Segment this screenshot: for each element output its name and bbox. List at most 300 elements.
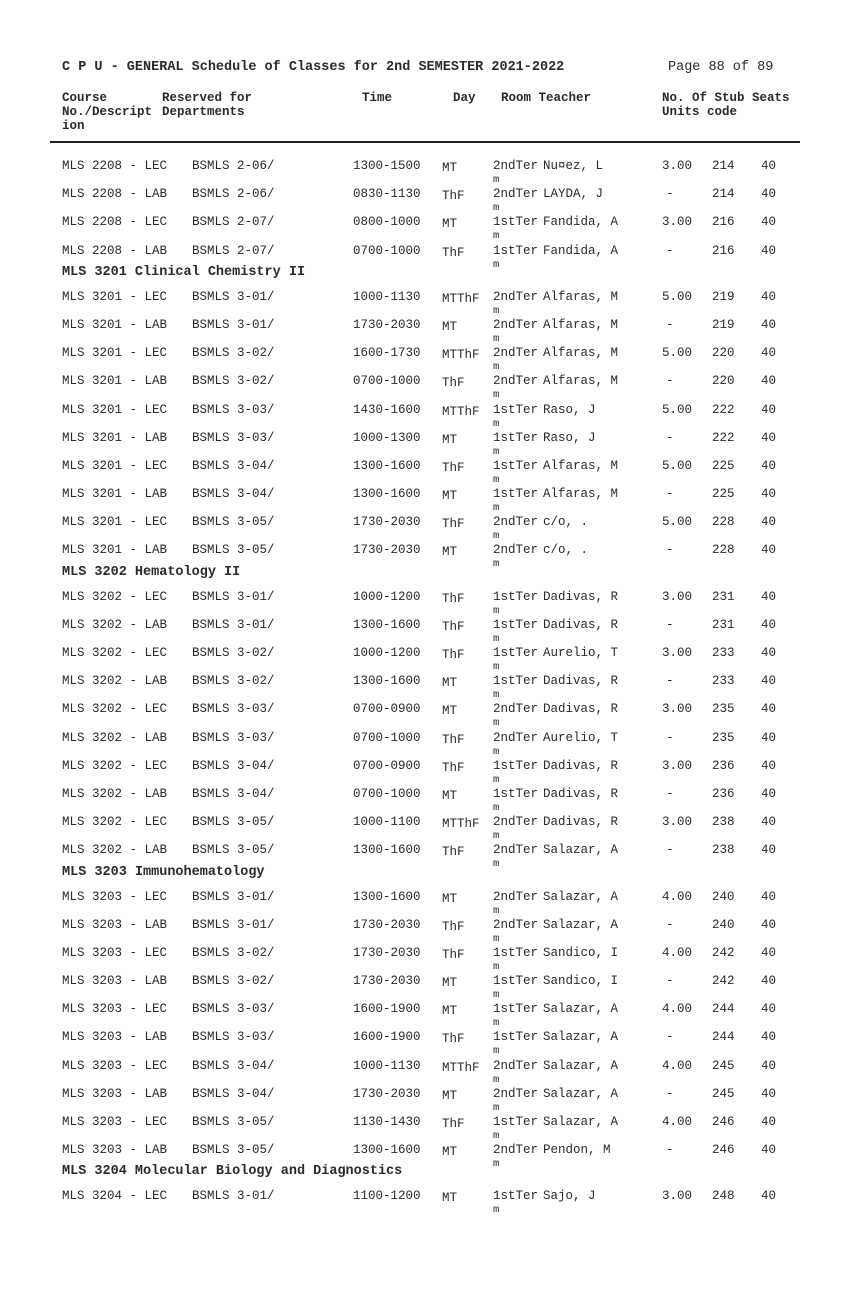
teacher-cell: Salazar, A: [543, 1002, 619, 1017]
dept-cell: BSMLS 3-01/: [192, 317, 275, 332]
teacher-cell: Raso, J: [543, 402, 596, 417]
course-cell: MLS 3201 - LAB: [62, 430, 168, 445]
course-cell: MLS 3202 - LEC: [62, 702, 168, 717]
course-cell: MLS 3201 - LAB: [62, 374, 168, 389]
dept-cell: BSMLS 3-01/: [192, 1189, 275, 1204]
day-cell: ThF: [442, 1032, 465, 1047]
day-cell: ThF: [442, 648, 465, 662]
room-cell: 2ndTer: [493, 917, 539, 932]
stub-cell: 233: [712, 674, 735, 689]
dept-cell: BSMLS 3-01/: [192, 617, 275, 632]
time-cell: 1600-1900: [353, 1030, 421, 1045]
stub-cell: 240: [712, 889, 735, 904]
dept-cell: BSMLS 3-05/: [192, 1143, 275, 1158]
course-cell: MLS 3201 - LEC: [62, 515, 168, 530]
wrapped-char: m: [493, 258, 500, 271]
units-cell: 4.00: [662, 889, 693, 904]
room-cell: 2ndTer: [493, 374, 539, 389]
stub-cell: 246: [712, 1143, 735, 1158]
day-cell: ThF: [442, 619, 465, 634]
day-cell: MT: [442, 1088, 458, 1103]
units-cell: -: [666, 487, 674, 502]
wrapped-char: m: [493, 445, 500, 458]
col-header-units-stub-seats: No. Of Stub Seats Units code: [662, 91, 790, 119]
dept-cell: BSMLS 3-04/: [192, 758, 275, 773]
seats-cell: 40: [761, 974, 777, 989]
units-cell: -: [666, 543, 674, 558]
table-row: [0, 233, 850, 271]
teacher-cell: Salazar, A: [543, 889, 619, 904]
teacher-cell: Alfaras, M: [543, 487, 619, 502]
room-cell: 1stTer: [493, 646, 539, 660]
stub-cell: 225: [712, 458, 735, 473]
teacher-cell: Salazar, A: [543, 1115, 619, 1129]
dept-cell: BSMLS 3-04/: [192, 1058, 275, 1073]
room-cell: 1stTer: [493, 430, 539, 445]
day-cell: MT: [442, 432, 458, 447]
stub-cell: 228: [712, 515, 735, 530]
wrapped-char: m: [493, 830, 500, 843]
table-row: [0, 363, 850, 402]
dept-cell: BSMLS 3-03/: [192, 1030, 275, 1045]
wrapped-char: m: [493, 689, 500, 702]
units-cell: -: [666, 617, 674, 632]
seats-cell: 40: [761, 945, 777, 960]
stub-cell: 238: [712, 843, 735, 858]
wrapped-char: m: [493, 989, 500, 1002]
teacher-cell: Fandida, A: [543, 215, 619, 230]
course-cell: MLS 3202 - LAB: [62, 674, 168, 689]
seats-cell: 40: [761, 1030, 777, 1045]
room-cell: 1stTer: [493, 974, 539, 989]
course-cell: MLS 3203 - LEC: [62, 945, 168, 960]
course-cell: MLS 3202 - LAB: [62, 730, 168, 745]
table-row: [0, 1132, 850, 1171]
stub-cell: 220: [712, 346, 735, 361]
course-cell: MLS 2208 - LAB: [62, 243, 168, 258]
table-row: [0, 607, 850, 645]
wrapped-char: m: [493, 558, 500, 571]
dept-cell: BSMLS 3-02/: [192, 974, 275, 989]
seats-cell: 40: [761, 159, 777, 173]
dept-cell: BSMLS 3-05/: [192, 543, 275, 558]
table-row: [0, 635, 850, 673]
wrapped-char: m: [493, 773, 500, 786]
table-row: [0, 776, 850, 814]
room-cell: 1stTer: [493, 589, 539, 604]
seats-cell: 40: [761, 1086, 777, 1101]
dept-cell: BSMLS 2-06/: [192, 187, 275, 202]
dept-cell: BSMLS 3-01/: [192, 589, 275, 604]
course-cell: MLS 3203 - LAB: [62, 1143, 168, 1158]
seats-cell: 40: [761, 702, 777, 717]
teacher-cell: Alfaras, M: [543, 458, 619, 473]
table-row: [0, 935, 850, 973]
units-cell: 3.00: [662, 815, 693, 830]
room-cell: 1stTer: [493, 945, 539, 960]
teacher-cell: Sajo, J: [543, 1189, 596, 1204]
table-row: [0, 1178, 850, 1217]
teacher-cell: Salazar, A: [543, 1030, 619, 1045]
seats-cell: 40: [761, 889, 777, 904]
seats-cell: 40: [761, 843, 777, 858]
course-cell: MLS 3202 - LAB: [62, 617, 168, 632]
course-cell: MLS 3201 - LAB: [62, 543, 168, 558]
room-cell: 2ndTer: [493, 543, 539, 558]
dept-cell: BSMLS 3-02/: [192, 674, 275, 689]
time-cell: 1000-1130: [353, 289, 421, 304]
units-cell: -: [666, 843, 674, 858]
stub-cell: 235: [712, 702, 735, 717]
time-cell: 1600-1730: [353, 346, 421, 361]
course-cell: MLS 3204 - LEC: [62, 1189, 168, 1204]
table-row: [0, 1076, 850, 1114]
course-cell: MLS 3201 - LEC: [62, 402, 168, 417]
day-cell: ThF: [442, 732, 465, 747]
day-cell: ThF: [442, 947, 465, 962]
course-cell: MLS 3203 - LEC: [62, 1115, 168, 1129]
units-cell: 4.00: [662, 1115, 693, 1129]
dept-cell: BSMLS 3-05/: [192, 1115, 275, 1129]
room-cell: 1stTer: [493, 674, 539, 689]
stub-cell: 214: [712, 159, 735, 173]
teacher-cell: Raso, J: [543, 430, 596, 445]
wrapped-char: m: [493, 1045, 500, 1058]
table-row: [0, 448, 850, 486]
stub-cell: 220: [712, 374, 735, 389]
stub-cell: 219: [712, 289, 735, 304]
section-title-text: MLS 3204 Molecular Biology and Diagnostics: [62, 1164, 403, 1180]
room-cell: 1stTer: [493, 1030, 539, 1045]
seats-cell: 40: [761, 243, 777, 258]
table-row: [0, 663, 850, 702]
seats-cell: 40: [761, 187, 777, 202]
time-cell: 1300-1600: [353, 889, 421, 904]
table-row: [0, 148, 850, 186]
day-cell: MTThF: [442, 1060, 480, 1075]
time-cell: 1300-1600: [353, 1143, 421, 1158]
seats-cell: 40: [761, 374, 777, 389]
stub-cell: 233: [712, 646, 735, 660]
wrapped-char: m: [493, 858, 500, 871]
teacher-cell: c/o, .: [543, 515, 589, 530]
seats-cell: 40: [761, 674, 777, 689]
units-cell: 5.00: [662, 402, 693, 417]
course-cell: MLS 2208 - LAB: [62, 187, 168, 202]
course-cell: MLS 3203 - LAB: [62, 917, 168, 932]
seats-cell: 40: [761, 1143, 777, 1158]
teacher-cell: Nu¤ez, L: [543, 159, 604, 173]
stub-cell: 244: [712, 1030, 735, 1045]
time-cell: 1000-1300: [353, 430, 421, 445]
course-cell: MLS 3202 - LAB: [62, 786, 168, 801]
dept-cell: BSMLS 3-05/: [192, 515, 275, 530]
seats-cell: 40: [761, 289, 777, 304]
day-cell: ThF: [442, 760, 465, 775]
seats-cell: 40: [761, 402, 777, 417]
section-title-text: MLS 3202 Hematology II: [62, 564, 241, 580]
course-section-title: [0, 1160, 850, 1178]
table-row: [0, 476, 850, 515]
day-cell: MT: [442, 545, 458, 560]
teacher-cell: Salazar, A: [543, 917, 619, 932]
seats-cell: 40: [761, 758, 777, 773]
wrapped-char: m: [493, 1073, 500, 1086]
units-cell: 3.00: [662, 646, 693, 660]
time-cell: 0700-1000: [353, 243, 421, 258]
room-cell: 1stTer: [493, 215, 539, 230]
course-cell: MLS 3203 - LEC: [62, 889, 168, 904]
seats-cell: 40: [761, 1189, 777, 1204]
section-title-text: MLS 3203 Immunohematology: [62, 864, 265, 880]
teacher-cell: Alfaras, M: [543, 289, 619, 304]
units-cell: -: [666, 1086, 674, 1101]
room-cell: 1stTer: [493, 1189, 539, 1204]
table-row: [0, 720, 850, 758]
time-cell: 1300-1600: [353, 843, 421, 858]
wrapped-char: m: [493, 904, 500, 917]
room-cell: 2ndTer: [493, 730, 539, 745]
table-row: [0, 963, 850, 1002]
time-cell: 1300-1600: [353, 617, 421, 632]
units-cell: 4.00: [662, 945, 693, 960]
course-cell: MLS 3201 - LEC: [62, 289, 168, 304]
table-row: [0, 176, 850, 215]
day-cell: ThF: [442, 845, 465, 860]
day-cell: MT: [442, 976, 458, 991]
wrapped-char: m: [493, 1130, 500, 1142]
table-row: [0, 420, 850, 458]
dept-cell: BSMLS 3-03/: [192, 1002, 275, 1017]
day-cell: MT: [442, 489, 458, 504]
units-cell: 3.00: [662, 215, 693, 230]
seats-cell: 40: [761, 917, 777, 932]
time-cell: 1600-1900: [353, 1002, 421, 1017]
seats-cell: 40: [761, 215, 777, 230]
day-cell: MT: [442, 1191, 458, 1206]
wrapped-char: m: [493, 202, 500, 215]
wrapped-char: m: [493, 417, 500, 430]
day-cell: MTThF: [442, 817, 480, 832]
stub-cell: 219: [712, 317, 735, 332]
time-cell: 1430-1600: [353, 402, 421, 417]
day-cell: MT: [442, 217, 458, 232]
units-cell: 5.00: [662, 458, 693, 473]
header-rule: [50, 141, 800, 143]
teacher-cell: Dadivas, R: [543, 758, 619, 773]
course-cell: MLS 3202 - LEC: [62, 815, 168, 830]
table-row: [0, 748, 850, 786]
course-cell: MLS 3202 - LEC: [62, 589, 168, 604]
stub-cell: 240: [712, 917, 735, 932]
room-cell: 2ndTer: [493, 1058, 539, 1073]
table-row: [0, 1019, 850, 1058]
dept-cell: BSMLS 3-05/: [192, 815, 275, 830]
units-cell: -: [666, 917, 674, 932]
time-cell: 0700-0900: [353, 702, 421, 717]
room-cell: 2ndTer: [493, 843, 539, 858]
teacher-cell: Fandida, A: [543, 243, 619, 258]
time-cell: 1730-2030: [353, 1086, 421, 1101]
time-cell: 1000-1200: [353, 589, 421, 604]
wrapped-char: m: [493, 389, 500, 402]
time-cell: 1300-1600: [353, 674, 421, 689]
stub-cell: 236: [712, 786, 735, 801]
time-cell: 1000-1130: [353, 1058, 421, 1073]
wrapped-char: m: [493, 632, 500, 645]
units-cell: -: [666, 730, 674, 745]
units-cell: -: [666, 243, 674, 258]
room-cell: 2ndTer: [493, 187, 539, 202]
teacher-cell: Dadivas, R: [543, 702, 619, 717]
seats-cell: 40: [761, 317, 777, 332]
dept-cell: BSMLS 3-04/: [192, 458, 275, 473]
teacher-cell: Sandico, I: [543, 945, 619, 960]
course-cell: MLS 3201 - LEC: [62, 346, 168, 361]
course-cell: MLS 3203 - LEC: [62, 1058, 168, 1073]
col-header-day: Day: [453, 91, 476, 105]
dept-cell: BSMLS 3-02/: [192, 646, 275, 660]
wrapped-char: m: [493, 1158, 500, 1171]
stub-cell: 214: [712, 187, 735, 202]
seats-cell: 40: [761, 815, 777, 830]
wrapped-char: m: [493, 332, 500, 345]
course-cell: MLS 2208 - LEC: [62, 159, 168, 173]
units-cell: -: [666, 786, 674, 801]
table-row: [0, 907, 850, 945]
table-row: [0, 1048, 850, 1086]
seats-cell: 40: [761, 458, 777, 473]
course-cell: MLS 3203 - LAB: [62, 974, 168, 989]
dept-cell: BSMLS 3-01/: [192, 289, 275, 304]
time-cell: 0700-0900: [353, 758, 421, 773]
dept-cell: BSMLS 3-03/: [192, 402, 275, 417]
room-cell: 1stTer: [493, 758, 539, 773]
room-cell: 2ndTer: [493, 515, 539, 530]
stub-cell: 225: [712, 487, 735, 502]
seats-cell: 40: [761, 617, 777, 632]
units-cell: -: [666, 1143, 674, 1158]
time-cell: 0700-1000: [353, 730, 421, 745]
table-row: [0, 832, 850, 871]
course-section-title: [0, 561, 850, 579]
wrapped-char: m: [493, 530, 500, 543]
room-cell: 2ndTer: [493, 1143, 539, 1158]
units-cell: 3.00: [662, 1189, 693, 1204]
dept-cell: BSMLS 2-06/: [192, 159, 275, 173]
day-cell: MT: [442, 319, 458, 334]
room-cell: 2ndTer: [493, 1086, 539, 1101]
course-cell: MLS 3201 - LAB: [62, 487, 168, 502]
room-cell: 2ndTer: [493, 317, 539, 332]
room-cell: 2ndTer: [493, 346, 539, 361]
day-cell: ThF: [442, 245, 465, 260]
stub-cell: 238: [712, 815, 735, 830]
seats-cell: 40: [761, 646, 777, 660]
teacher-cell: Dadivas, R: [543, 589, 619, 604]
col-header-course: Course No./Descript ion: [62, 91, 153, 133]
dept-cell: BSMLS 3-02/: [192, 346, 275, 361]
seats-cell: 40: [761, 515, 777, 530]
table-row: [0, 879, 850, 917]
wrapped-char: m: [493, 1204, 500, 1217]
col-header-room-teacher: Room Teacher: [501, 91, 592, 105]
room-cell: 1stTer: [493, 1115, 539, 1129]
units-cell: 5.00: [662, 346, 693, 361]
course-cell: MLS 3203 - LEC: [62, 1002, 168, 1017]
day-cell: ThF: [442, 1117, 465, 1131]
table-row: [0, 307, 850, 345]
seats-cell: 40: [761, 346, 777, 361]
day-cell: MTThF: [442, 291, 480, 306]
stub-cell: 216: [712, 215, 735, 230]
seats-cell: 40: [761, 730, 777, 745]
time-cell: 1730-2030: [353, 317, 421, 332]
dept-cell: BSMLS 3-02/: [192, 374, 275, 389]
wrapped-char: m: [493, 361, 500, 374]
units-cell: 3.00: [662, 702, 693, 717]
teacher-cell: Alfaras, M: [543, 346, 619, 361]
units-cell: 4.00: [662, 1002, 693, 1017]
stub-cell: 246: [712, 1115, 735, 1129]
room-cell: 1stTer: [493, 243, 539, 258]
dept-cell: BSMLS 3-01/: [192, 889, 275, 904]
time-cell: 0700-1000: [353, 786, 421, 801]
wrapped-char: m: [493, 745, 500, 758]
seats-cell: 40: [761, 543, 777, 558]
stub-cell: 244: [712, 1002, 735, 1017]
wrapped-char: m: [493, 960, 500, 973]
dept-cell: BSMLS 3-04/: [192, 786, 275, 801]
dept-cell: BSMLS 2-07/: [192, 215, 275, 230]
room-cell: 2ndTer: [493, 702, 539, 717]
wrapped-char: m: [493, 801, 500, 814]
time-cell: 0830-1130: [353, 187, 421, 202]
course-cell: MLS 3201 - LEC: [62, 458, 168, 473]
teacher-cell: Salazar, A: [543, 1086, 619, 1101]
seats-cell: 40: [761, 1002, 777, 1017]
teacher-cell: Alfaras, M: [543, 317, 619, 332]
table-row: [0, 504, 850, 543]
day-cell: ThF: [442, 591, 465, 606]
wrapped-char: m: [493, 304, 500, 317]
table-row: [0, 392, 850, 430]
units-cell: 5.00: [662, 515, 693, 530]
room-cell: 2ndTer: [493, 815, 539, 830]
day-cell: ThF: [442, 919, 465, 934]
col-header-reserved: Reserved for Departments: [162, 91, 253, 119]
units-cell: 3.00: [662, 758, 693, 773]
stub-cell: 245: [712, 1086, 735, 1101]
stub-cell: 222: [712, 402, 735, 417]
units-cell: 4.00: [662, 1058, 693, 1073]
time-cell: 1130-1430: [353, 1115, 421, 1129]
room-cell: 1stTer: [493, 402, 539, 417]
teacher-cell: LAYDA, J: [543, 187, 604, 202]
course-section-title: [0, 261, 850, 279]
table-row: [0, 532, 850, 571]
course-cell: MLS 2208 - LEC: [62, 215, 168, 230]
day-cell: ThF: [442, 517, 465, 532]
stub-cell: 236: [712, 758, 735, 773]
teacher-cell: Dadivas, R: [543, 786, 619, 801]
page-number: Page 88 of 89: [668, 60, 774, 75]
stub-cell: 216: [712, 243, 735, 258]
course-cell: MLS 3203 - LAB: [62, 1086, 168, 1101]
stub-cell: 222: [712, 430, 735, 445]
day-cell: MT: [442, 704, 458, 719]
seats-cell: 40: [761, 786, 777, 801]
